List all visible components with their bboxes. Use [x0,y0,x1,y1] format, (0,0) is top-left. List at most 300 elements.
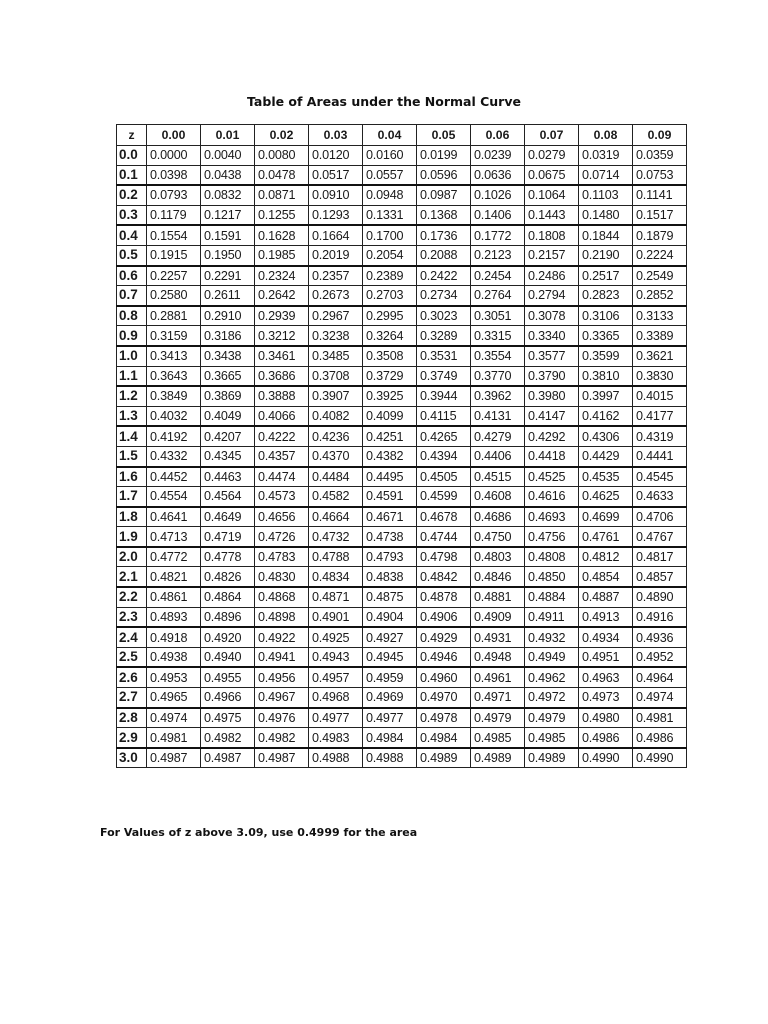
area-cell: 0.3621 [633,346,687,366]
area-cell: 0.0080 [255,146,309,166]
area-cell: 0.4744 [417,527,471,547]
area-cell: 0.4990 [579,748,633,768]
table-row [117,487,687,507]
z-value: 0.0 [117,146,147,166]
area-cell: 0.4934 [579,627,633,647]
area-cell: 0.4162 [579,406,633,426]
area-cell: 0.4177 [633,406,687,426]
area-cell: 0.1915 [147,245,201,265]
area-cell: 0.3365 [579,326,633,346]
footnote: For Values of z above 3.09, use 0.4999 for the area [100,826,418,839]
area-cell: 0.4981 [633,708,687,728]
area-cell: 0.4772 [147,547,201,567]
area-cell: 0.4890 [633,587,687,607]
z-value: 0.8 [117,306,147,326]
column-header: 0.09 [633,125,687,146]
area-cell: 0.4976 [255,708,309,728]
area-cell: 0.4726 [255,527,309,547]
area-cell: 0.4925 [309,627,363,647]
area-cell: 0.4671 [363,507,417,527]
area-cell: 0.1293 [309,205,363,225]
column-header: 0.03 [309,125,363,146]
area-cell: 0.3729 [363,366,417,386]
area-cell: 0.4990 [633,748,687,768]
z-value: 0.4 [117,225,147,245]
area-cell: 0.4988 [363,748,417,768]
area-cell: 0.3962 [471,386,525,406]
area-cell: 0.4732 [309,527,363,547]
area-cell: 0.2823 [579,286,633,306]
area-cell: 0.4505 [417,467,471,487]
area-cell: 0.4931 [471,627,525,647]
table-row [117,688,687,708]
area-cell: 0.4875 [363,587,417,607]
area-cell: 0.3849 [147,386,201,406]
z-value: 0.1 [117,165,147,185]
area-cell: 0.3944 [417,386,471,406]
area-cell: 0.4927 [363,627,417,647]
area-cell: 0.4808 [525,547,579,567]
area-cell: 0.0438 [201,165,255,185]
table-body [117,146,687,768]
area-cell: 0.4484 [309,467,363,487]
area-cell: 0.4452 [147,467,201,487]
area-cell: 0.4830 [255,567,309,587]
area-cell: 0.4535 [579,467,633,487]
area-cell: 0.4965 [147,688,201,708]
area-cell: 0.3869 [201,386,255,406]
area-cell: 0.2486 [525,266,579,286]
area-cell: 0.0596 [417,165,471,185]
area-cell: 0.0398 [147,165,201,185]
area-cell: 0.3554 [471,346,525,366]
area-cell: 0.0557 [363,165,417,185]
area-cell: 0.4972 [525,688,579,708]
area-cell: 0.4706 [633,507,687,527]
area-cell: 0.3531 [417,346,471,366]
area-cell: 0.4986 [633,728,687,748]
area-cell: 0.4817 [633,547,687,567]
area-cell: 0.4515 [471,467,525,487]
area-cell: 0.4943 [309,647,363,667]
area-cell: 0.3051 [471,306,525,326]
area-cell: 0.0910 [309,185,363,205]
area-cell: 0.4884 [525,587,579,607]
area-cell: 0.4656 [255,507,309,527]
area-cell: 0.4582 [309,487,363,507]
area-cell: 0.4306 [579,426,633,446]
area-cell: 0.3106 [579,306,633,326]
area-cell: 0.1700 [363,225,417,245]
area-cell: 0.3997 [579,386,633,406]
area-cell: 0.0120 [309,146,363,166]
area-cell: 0.4115 [417,406,471,426]
area-cell: 0.4793 [363,547,417,567]
area-cell: 0.4798 [417,547,471,567]
area-cell: 0.3665 [201,366,255,386]
area-cell: 0.4881 [471,587,525,607]
area-cell: 0.3830 [633,366,687,386]
area-cell: 0.4959 [363,667,417,687]
area-cell: 0.4850 [525,567,579,587]
area-cell: 0.4750 [471,527,525,547]
area-cell: 0.4441 [633,446,687,466]
area-cell: 0.4978 [417,708,471,728]
area-cell: 0.4868 [255,587,309,607]
area-cell: 0.3810 [579,366,633,386]
area-cell: 0.2054 [363,245,417,265]
area-cell: 0.0871 [255,185,309,205]
column-header: 0.08 [579,125,633,146]
area-cell: 0.4983 [309,728,363,748]
area-cell: 0.1064 [525,185,579,205]
area-cell: 0.4977 [363,708,417,728]
area-cell: 0.4945 [363,647,417,667]
table-row [117,426,687,446]
area-cell: 0.4960 [417,667,471,687]
area-cell: 0.2257 [147,266,201,286]
table-row [117,326,687,346]
column-header: z [117,125,147,146]
area-cell: 0.2995 [363,306,417,326]
z-table [116,124,687,768]
area-cell: 0.1591 [201,225,255,245]
area-cell: 0.0040 [201,146,255,166]
z-value: 2.1 [117,567,147,587]
area-cell: 0.4906 [417,607,471,627]
area-cell: 0.4938 [147,647,201,667]
area-cell: 0.3907 [309,386,363,406]
table-row [117,667,687,687]
area-cell: 0.4893 [147,607,201,627]
area-cell: 0.4463 [201,467,255,487]
area-cell: 0.4834 [309,567,363,587]
area-cell: 0.4357 [255,446,309,466]
area-cell: 0.2703 [363,286,417,306]
area-cell: 0.4131 [471,406,525,426]
area-cell: 0.1517 [633,205,687,225]
area-cell: 0.4821 [147,567,201,587]
area-cell: 0.4987 [147,748,201,768]
column-header: 0.02 [255,125,309,146]
area-cell: 0.4826 [201,567,255,587]
table-row [117,507,687,527]
area-cell: 0.4599 [417,487,471,507]
area-cell: 0.4964 [633,667,687,687]
area-cell: 0.1179 [147,205,201,225]
table-row [117,567,687,587]
table-row [117,708,687,728]
area-cell: 0.4984 [417,728,471,748]
page-title: Table of Areas under the Normal Curve [247,94,521,109]
area-cell: 0.4953 [147,667,201,687]
area-cell: 0.4292 [525,426,579,446]
area-cell: 0.2224 [633,245,687,265]
area-cell: 0.0948 [363,185,417,205]
area-cell: 0.2389 [363,266,417,286]
z-value: 1.6 [117,467,147,487]
z-value: 0.5 [117,245,147,265]
area-cell: 0.4857 [633,567,687,587]
column-header: 0.06 [471,125,525,146]
area-cell: 0.4979 [525,708,579,728]
area-cell: 0.1406 [471,205,525,225]
area-cell: 0.2123 [471,245,525,265]
table-row [117,266,687,286]
area-cell: 0.1141 [633,185,687,205]
table-row [117,366,687,386]
area-cell: 0.0636 [471,165,525,185]
table-row [117,205,687,225]
area-cell: 0.2852 [633,286,687,306]
area-cell: 0.4922 [255,627,309,647]
area-cell: 0.4525 [525,467,579,487]
area-cell: 0.4969 [363,688,417,708]
area-cell: 0.4988 [309,748,363,768]
area-cell: 0.2190 [579,245,633,265]
area-cell: 0.3790 [525,366,579,386]
area-cell: 0.4985 [525,728,579,748]
table-row [117,587,687,607]
area-cell: 0.2454 [471,266,525,286]
area-cell: 0.3340 [525,326,579,346]
area-cell: 0.4564 [201,487,255,507]
area-cell: 0.4719 [201,527,255,547]
table-header [117,125,687,146]
area-cell: 0.2967 [309,306,363,326]
z-value: 2.3 [117,607,147,627]
area-cell: 0.0160 [363,146,417,166]
area-cell: 0.1217 [201,205,255,225]
area-cell: 0.2580 [147,286,201,306]
area-cell: 0.4756 [525,527,579,547]
area-cell: 0.4192 [147,426,201,446]
area-cell: 0.4979 [471,708,525,728]
area-cell: 0.0793 [147,185,201,205]
area-cell: 0.0832 [201,185,255,205]
area-cell: 0.3264 [363,326,417,346]
area-cell: 0.2881 [147,306,201,326]
table-row [117,547,687,567]
area-cell: 0.4989 [471,748,525,768]
area-cell: 0.2673 [309,286,363,306]
area-cell: 0.3925 [363,386,417,406]
area-cell: 0.4955 [201,667,255,687]
area-cell: 0.4370 [309,446,363,466]
area-cell: 0.4147 [525,406,579,426]
area-cell: 0.4982 [201,728,255,748]
area-cell: 0.4049 [201,406,255,426]
table-row [117,748,687,768]
area-cell: 0.4980 [579,708,633,728]
area-cell: 0.4909 [471,607,525,627]
area-cell: 0.3413 [147,346,201,366]
area-cell: 0.2794 [525,286,579,306]
area-cell: 0.0000 [147,146,201,166]
area-cell: 0.4985 [471,728,525,748]
z-value: 2.6 [117,667,147,687]
area-cell: 0.4941 [255,647,309,667]
area-cell: 0.2157 [525,245,579,265]
area-cell: 0.4878 [417,587,471,607]
area-cell: 0.4854 [579,567,633,587]
area-cell: 0.0517 [309,165,363,185]
area-cell: 0.4887 [579,587,633,607]
area-cell: 0.2019 [309,245,363,265]
area-cell: 0.4236 [309,426,363,446]
area-cell: 0.4951 [579,647,633,667]
area-cell: 0.2611 [201,286,255,306]
area-cell: 0.4319 [633,426,687,446]
area-cell: 0.4898 [255,607,309,627]
area-cell: 0.4418 [525,446,579,466]
area-cell: 0.2910 [201,306,255,326]
area-cell: 0.1331 [363,205,417,225]
area-cell: 0.2324 [255,266,309,286]
area-cell: 0.4904 [363,607,417,627]
z-value: 0.2 [117,185,147,205]
area-cell: 0.3289 [417,326,471,346]
z-value: 2.0 [117,547,147,567]
area-cell: 0.0359 [633,146,687,166]
area-cell: 0.4474 [255,467,309,487]
area-cell: 0.3888 [255,386,309,406]
area-cell: 0.4767 [633,527,687,547]
area-cell: 0.4279 [471,426,525,446]
area-cell: 0.4812 [579,547,633,567]
header-row [117,125,687,146]
area-cell: 0.4345 [201,446,255,466]
area-cell: 0.4608 [471,487,525,507]
area-cell: 0.4896 [201,607,255,627]
area-cell: 0.4987 [201,748,255,768]
area-cell: 0.4977 [309,708,363,728]
area-cell: 0.0478 [255,165,309,185]
table-row [117,225,687,245]
area-cell: 0.4207 [201,426,255,446]
area-cell: 0.4842 [417,567,471,587]
area-cell: 0.3708 [309,366,363,386]
column-header: 0.00 [147,125,201,146]
area-cell: 0.4803 [471,547,525,567]
table-row [117,728,687,748]
area-cell: 0.3485 [309,346,363,366]
area-cell: 0.1368 [417,205,471,225]
area-cell: 0.1480 [579,205,633,225]
area-cell: 0.4738 [363,527,417,547]
z-value: 1.1 [117,366,147,386]
area-cell: 0.1844 [579,225,633,245]
area-cell: 0.0753 [633,165,687,185]
area-cell: 0.1255 [255,205,309,225]
column-header: 0.04 [363,125,417,146]
table-row [117,146,687,166]
area-cell: 0.4913 [579,607,633,627]
area-cell: 0.4986 [579,728,633,748]
area-cell: 0.4861 [147,587,201,607]
z-value: 1.3 [117,406,147,426]
z-value: 1.5 [117,446,147,466]
area-cell: 0.4918 [147,627,201,647]
area-cell: 0.1443 [525,205,579,225]
column-header: 0.07 [525,125,579,146]
area-cell: 0.1628 [255,225,309,245]
area-cell: 0.4952 [633,647,687,667]
area-cell: 0.4975 [201,708,255,728]
area-cell: 0.4971 [471,688,525,708]
area-cell: 0.4265 [417,426,471,446]
area-cell: 0.4032 [147,406,201,426]
area-cell: 0.2422 [417,266,471,286]
area-cell: 0.1103 [579,185,633,205]
area-cell: 0.2517 [579,266,633,286]
area-cell: 0.4962 [525,667,579,687]
area-cell: 0.3643 [147,366,201,386]
area-cell: 0.4982 [255,728,309,748]
table-row [117,647,687,667]
area-cell: 0.4686 [471,507,525,527]
table-row [117,607,687,627]
area-cell: 0.4015 [633,386,687,406]
area-cell: 0.4545 [633,467,687,487]
table-row [117,406,687,426]
column-header: 0.01 [201,125,255,146]
z-value: 0.9 [117,326,147,346]
area-cell: 0.4957 [309,667,363,687]
area-cell: 0.4911 [525,607,579,627]
area-cell: 0.3770 [471,366,525,386]
table-row [117,245,687,265]
area-cell: 0.4678 [417,507,471,527]
area-cell: 0.4989 [417,748,471,768]
area-cell: 0.3159 [147,326,201,346]
area-cell: 0.2939 [255,306,309,326]
z-value: 2.8 [117,708,147,728]
area-cell: 0.3315 [471,326,525,346]
area-cell: 0.0319 [579,146,633,166]
area-cell: 0.3389 [633,326,687,346]
area-cell: 0.3133 [633,306,687,326]
area-cell: 0.4641 [147,507,201,527]
area-cell: 0.2734 [417,286,471,306]
area-cell: 0.4973 [579,688,633,708]
area-cell: 0.4946 [417,647,471,667]
area-cell: 0.3980 [525,386,579,406]
area-cell: 0.3078 [525,306,579,326]
area-cell: 0.4616 [525,487,579,507]
area-cell: 0.4981 [147,728,201,748]
table-row [117,306,687,326]
table-row [117,386,687,406]
area-cell: 0.4332 [147,446,201,466]
z-value: 2.5 [117,647,147,667]
z-value: 2.9 [117,728,147,748]
z-value: 1.0 [117,346,147,366]
area-cell: 0.4406 [471,446,525,466]
area-cell: 0.4961 [471,667,525,687]
table-row [117,627,687,647]
area-cell: 0.4664 [309,507,363,527]
area-cell: 0.1985 [255,245,309,265]
area-cell: 0.4956 [255,667,309,687]
area-cell: 0.4778 [201,547,255,567]
z-value: 0.6 [117,266,147,286]
area-cell: 0.3023 [417,306,471,326]
area-cell: 0.3461 [255,346,309,366]
area-cell: 0.4949 [525,647,579,667]
area-cell: 0.4901 [309,607,363,627]
area-cell: 0.3686 [255,366,309,386]
